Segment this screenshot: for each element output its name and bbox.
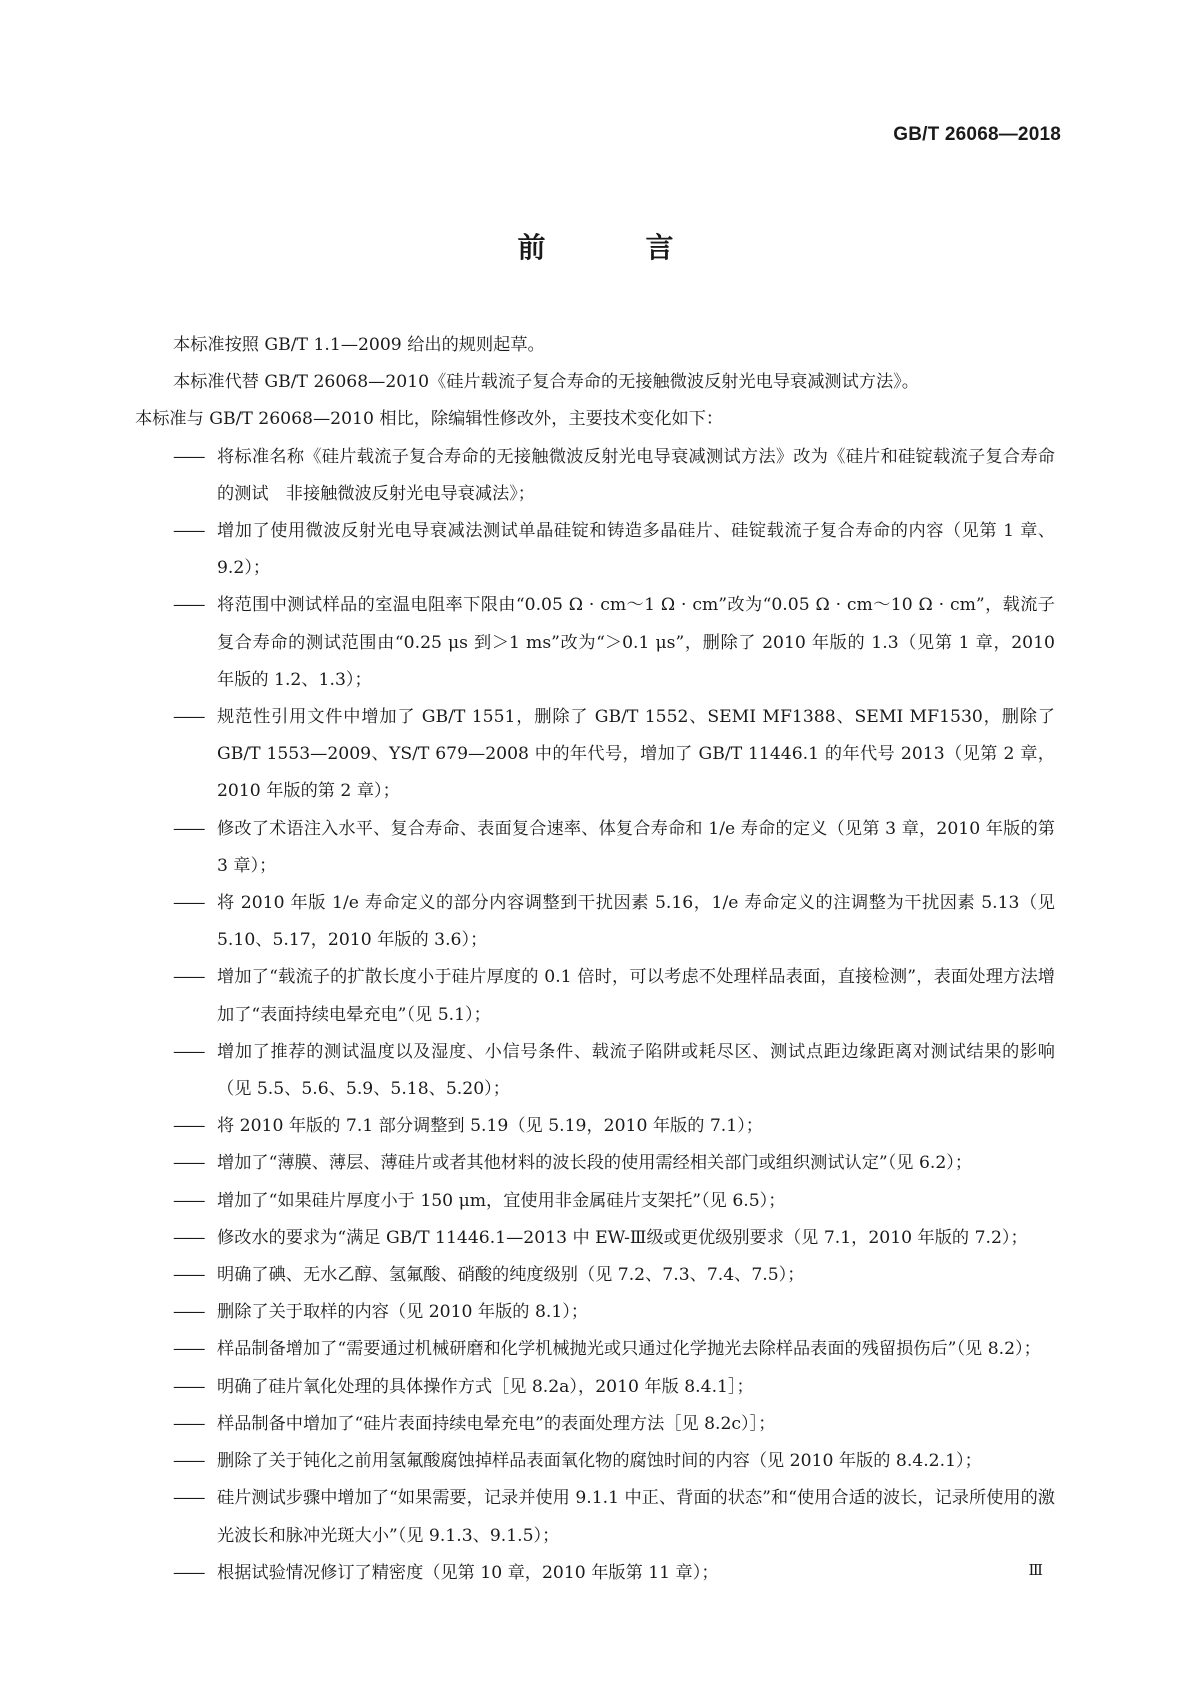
list-item [135, 1294, 1055, 1331]
list-dash: —— [173, 1153, 204, 1174]
list-dash: —— [173, 1488, 204, 1509]
list-item [135, 1183, 1055, 1220]
list-item-text: 删除了关于取样的内容（见 2010 年版的 8.1）； [217, 1302, 589, 1323]
list-item-text: 增加了“薄膜、薄层、薄硅片或者其他材料的波长段的使用需经相关部门或组织测试认定”（见 6.2）； [217, 1153, 973, 1174]
list-dash: —— [173, 595, 204, 616]
list-item-text: 增加了使用微波反射光电导衰减法测试单晶硅锭和铸造多晶硅片、硅锭载流子复合寿命的内容（见第 1 章、9.2）； [217, 521, 1055, 579]
list-dash: —— [173, 521, 204, 542]
list-dash: —— [173, 1562, 204, 1583]
list-dash: —— [173, 707, 204, 728]
list-dash: —— [173, 1339, 204, 1360]
list-item-text: 修改了术语注入水平、复合寿命、表面复合速率、体复合寿命和 1/e 寿命的定义（见第 3 章，2010 年版的第 3 章）； [217, 818, 1055, 876]
list-dash: —— [173, 446, 204, 467]
document-body [135, 327, 1055, 1592]
list-item [135, 1108, 1055, 1145]
list-dash: —— [173, 893, 204, 914]
list-dash: —— [173, 1227, 204, 1248]
list-item [135, 1034, 1055, 1108]
list-item [135, 1145, 1055, 1182]
paragraph-replacement: 本标准代替 GB/T 26068—2010《硅片载流子复合寿命的无接触微波反射光电导衰减测试方法》。 [173, 372, 919, 393]
list-dash: —— [173, 1451, 204, 1472]
paragraph-drafting-rule: 本标准按照 GB/T 1.1—2009 给出的规则起草。 [173, 335, 545, 355]
list-item [135, 1369, 1055, 1406]
list-item [135, 1257, 1055, 1294]
list-item-text: 修改水的要求为“满足 GB/T 11446.1—2013 中 EW-Ⅲ级或更优级别要求（见 7.1，2010 年版的 7.2）； [217, 1227, 1028, 1248]
list-item-text: 将 2010 年版的 7.1 部分调整到 5.19（见 5.19，2010 年版的 7.1）； [217, 1116, 763, 1137]
list-dash: —— [173, 818, 204, 839]
list-item-text: 删除了关于钝化之前用氢氟酸腐蚀掉样品表面氧化物的腐蚀时间的内容（见 2010 年版的 8.4.2.1）； [217, 1451, 982, 1472]
list-item-text: 增加了“如果硅片厚度小于 150 μm，宜使用非金属硅片支架托”（见 6.5）； [217, 1190, 786, 1211]
list-item [135, 1555, 1055, 1592]
list-item-text: 增加了推荐的测试温度以及湿度、小信号条件、载流子陷阱或耗尽区、测试点距边缘距离对测试结果的影响（见 5.5、5.6、5.9、5.18、5.20）； [217, 1041, 1055, 1100]
list-dash: —— [173, 1041, 204, 1062]
page-number: Ⅲ [1028, 1561, 1043, 1579]
list-item [135, 1443, 1055, 1480]
list-item [135, 1331, 1055, 1368]
list-item [135, 699, 1055, 811]
list-item [135, 1220, 1055, 1257]
list-dash: —— [173, 1302, 204, 1323]
list-item-text: 将范围中测试样品的室温电阻率下限由“0.05 Ω · cm～1 Ω · cm”改为“0.05 Ω · cm～10 Ω · cm”，载流子复合寿命的测试范围由“0.25 μs 到＞1 ms”改为“＞0.1 μs”，删除了 2010 年版的 1.3（见第 1 章，2010 年版的 1.2、1.3）； [217, 595, 1055, 690]
list-item-text: 根据试验情况修订了精密度（见第 10 章，2010 年版第 11 章）； [217, 1562, 719, 1583]
list-item [135, 959, 1055, 1033]
list-item [135, 587, 1055, 699]
list-item [135, 513, 1055, 587]
list-dash: —— [173, 1265, 204, 1286]
list-item [135, 811, 1055, 885]
list-dash: —— [173, 1190, 204, 1211]
list-dash: —— [173, 1376, 204, 1397]
list-item-text: 规范性引用文件中增加了 GB/T 1551，删除了 GB/T 1552、SEMI MF1388、SEMI MF1530，删除了 GB/T 1553—2009、YS/T 679—2008 中的年代号，增加了 GB/T 11446.1 的年代号 2013（见第 2 章，2010 年版的第 2 章）； [217, 707, 1055, 802]
paragraph-changes-intro: 本标准与 GB/T 26068—2010 相比，除编辑性修改外，主要技术变化如下： [135, 409, 724, 430]
standard-code: GB/T 26068—2018 [893, 124, 1061, 145]
list-item-text: 明确了碘、无水乙醇、氢氟酸、硝酸的纯度级别（见 7.2、7.3、7.4、7.5）； [217, 1265, 805, 1286]
list-item-text: 增加了“载流子的扩散长度小于硅片厚度的 0.1 倍时，可以考虑不处理样品表面，直接检测”，表面处理方法增加了“表面持续电晕充电”（见 5.1）； [217, 967, 1055, 1025]
list-item [135, 439, 1055, 513]
list-item [135, 885, 1055, 959]
list-item-text: 硅片测试步骤中增加了“如果需要，记录并使用 9.1.1 中正、背面的状态”和“使用合适的波长，记录所使用的激光波长和脉冲光斑大小”（见 9.1.3、9.1.5）； [217, 1488, 1055, 1546]
list-dash: —— [173, 967, 204, 988]
list-dash: —— [173, 1413, 204, 1434]
list-item-text: 样品制备中增加了“硅片表面持续电晕充电”的表面处理方法［见 8.2c）］； [217, 1413, 776, 1434]
list-item-text: 样品制备增加了“需要通过机械研磨和化学机械抛光或只通过化学抛光去除样品表面的残留损伤后”（见 8.2）； [217, 1339, 1041, 1360]
change-list [135, 439, 1055, 1592]
list-item [135, 1406, 1055, 1443]
list-dash: —— [173, 1116, 204, 1137]
list-item-text: 将 2010 年版 1/e 寿命定义的部分内容调整到干扰因素 5.16，1/e 寿命定义的注调整为干扰因素 5.13（见 5.10、5.17，2010 年版的 3.6）； [217, 893, 1055, 951]
list-item-text: 明确了硅片氧化处理的具体操作方式［见 8.2a），2010 年版 8.4.1］； [217, 1376, 754, 1397]
list-item-text: 将标准名称《硅片载流子复合寿命的无接触微波反射光电导衰减测试方法》改为《硅片和硅锭载流子复合寿命的测试 非接触微波反射光电导衰减法》； [217, 446, 1055, 504]
list-item [135, 1480, 1055, 1554]
page-title: 前 言 [517, 231, 710, 264]
